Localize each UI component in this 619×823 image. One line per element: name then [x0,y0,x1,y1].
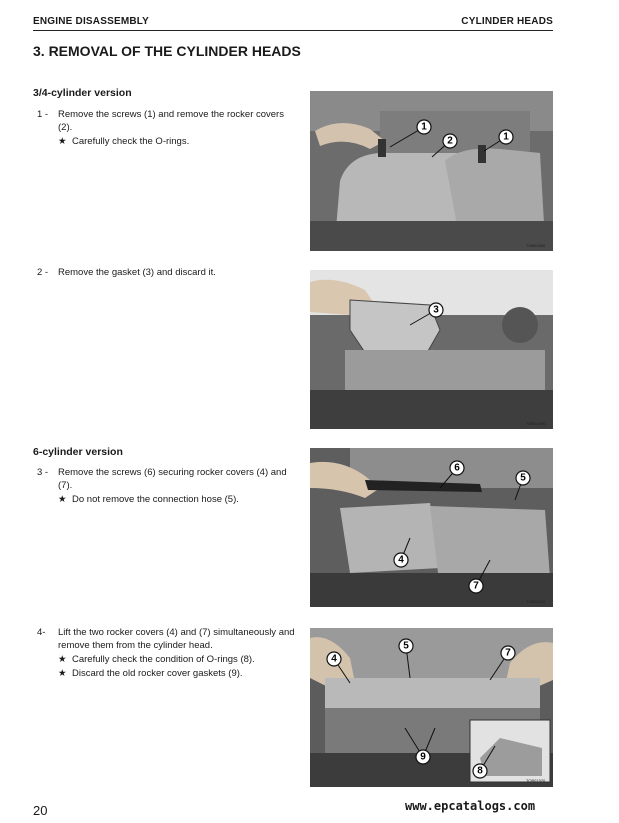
header-divider [33,30,553,31]
svg-text:7: 7 [473,580,479,592]
photo-gasket-removal [310,270,553,429]
step-2 [37,266,297,279]
engine-photo-illustration [310,91,553,251]
step-note [58,135,297,148]
svg-text:4: 4 [331,653,337,665]
step-3 [37,466,297,506]
star-icon: ★ [58,654,67,665]
step-note [58,653,297,666]
note-text: Carefully check the O-rings. [72,136,190,147]
photo-rocker-covers-3-4-cylinder [310,91,553,251]
star-icon: ★ [58,136,67,147]
step-text: Remove the screws (1) and remove the rocker covers (2). [58,109,284,133]
header-topic-label: CYLINDER HEADS [461,16,553,27]
svg-text:7: 7 [505,647,511,659]
photo-rocker-screws-6-cylinder [310,448,553,607]
engine-photo-illustration [310,448,553,607]
note-text: Carefully check the condition of O-rings (8). [72,654,255,665]
svg-text:9: 9 [420,751,426,763]
step-text: Remove the screws (6) securing rocker covers (4) and (7). [58,467,287,491]
photo-code: TOB01500 [526,243,546,248]
subheading-6-cylinder: 6-cylinder version [33,446,123,458]
step-number: 1 - [37,109,49,120]
photo-code: TOB01510 [526,599,546,604]
note-text: Discard the old rocker cover gaskets (9). [72,668,243,679]
step-number: 4- [37,627,46,638]
section-title: 3. REMOVAL OF THE CYLINDER HEADS [33,43,301,59]
svg-text:5: 5 [520,472,526,484]
step-text: Remove the gasket (3) and discard it. [58,267,216,278]
svg-text:8: 8 [477,765,483,777]
photo-code: TOB01490 [526,421,546,426]
star-icon: ★ [58,668,67,679]
watermark: www.epcatalogs.com [405,799,536,813]
svg-text:5: 5 [403,640,409,652]
star-icon: ★ [58,494,67,505]
svg-text:1: 1 [421,121,427,133]
photo-lifting-rocker-covers [310,628,553,787]
photo-code: TOB01520 [526,778,546,783]
note-text: Do not remove the connection hose (5). [72,494,239,505]
svg-text:3: 3 [433,304,439,316]
subheading-3-4-cylinder: 3/4-cylinder version [33,87,132,99]
step-note [58,493,297,506]
engine-photo-illustration [310,628,553,787]
svg-text:6: 6 [454,462,460,474]
step-note [58,667,297,680]
svg-text:4: 4 [398,554,404,566]
header-section-label: ENGINE DISASSEMBLY [33,16,150,27]
step-text: Lift the two rocker covers (4) and (7) simultaneously and remove them from the cylinder head. [58,627,295,651]
page-number: 20 [33,803,48,818]
step-1 [37,108,297,148]
step-number: 2 - [37,267,49,278]
step-number: 3 - [37,467,49,478]
svg-text:1: 1 [503,131,509,143]
step-4 [37,626,297,680]
svg-text:2: 2 [447,135,453,147]
engine-photo-illustration [310,270,553,429]
